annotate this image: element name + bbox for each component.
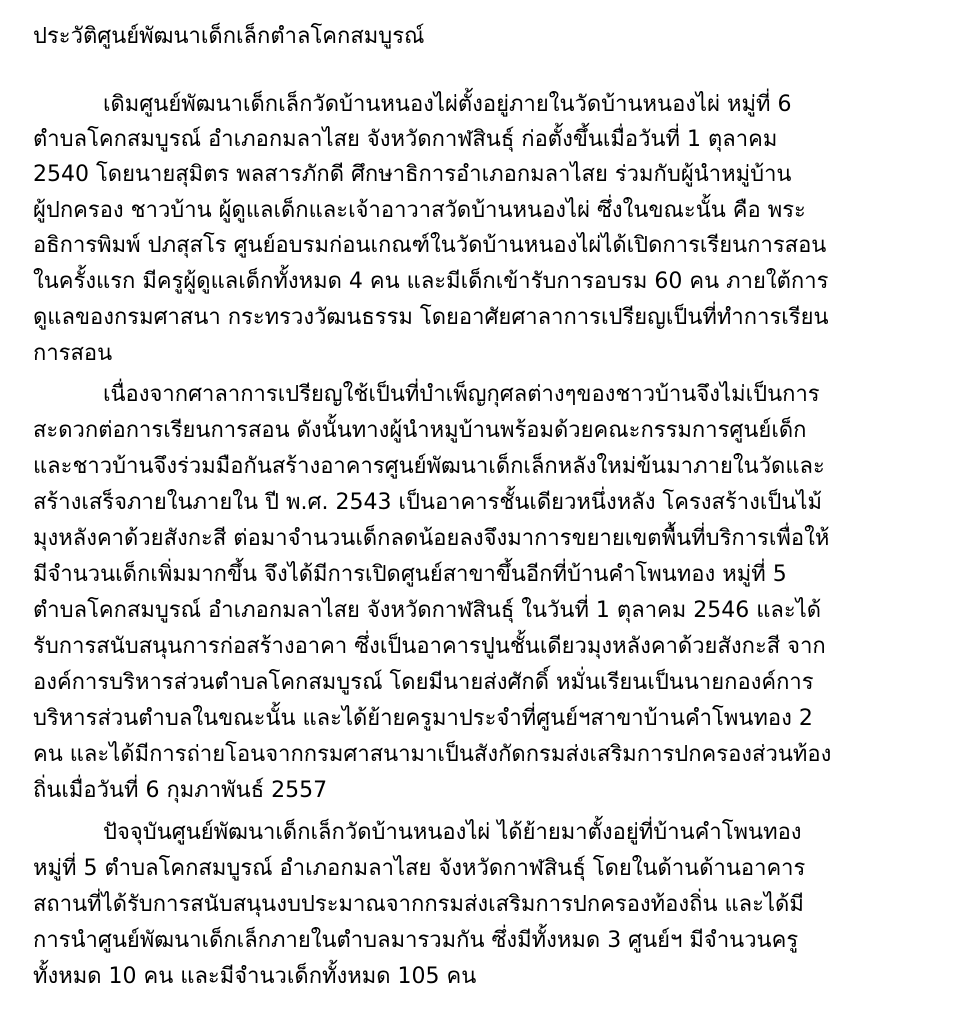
- text-line-6: ในครั้งแรก มีครูผู้ดูแลเด็กทั้งหมด 4 คน และมีเด็กเข้ารับการอบรม 60 คน ภายใต้การ: [33, 269, 829, 294]
- text-line-11: และชาวบ้านจึงร่วมมือกันสร้างอาคารศูนย์พัฒนาเด็กเล็กหลังใหม่ข้นมาภายในวัดและ: [33, 454, 825, 479]
- text-line-4: ผู้ปกครอง ชาวบ้าน ผู้ดูแลเด็กและเจ้าอาวาสวัดบ้านหนองไผ่ ซึ่งในขณะนั้น คือ พระ: [33, 198, 806, 223]
- text-line-19: คน และได้มีการถ่ายโอนจากกรมศาสนามาเป็นสังกัดกรมส่งเสริมการปกครองส่วนท้อง: [33, 742, 832, 767]
- text-line-8: การสอน: [33, 341, 113, 366]
- text-line-1: เดิมศูนย์พัฒนาเด็กเล็กวัดบ้านหนองไผ่ตั้งอยู่ภายในวัดบ้านหนองไผ่ หมู่ที่ 6: [103, 92, 792, 117]
- text-line-14: มีจำนวนเด็กเพิ่มมากขึ้น จึงได้มีการเปิดศูนย์สาขาขึ้นอีกที่บ้านคำโพนทอง หมู่ที่ 5: [33, 562, 787, 587]
- text-line-20: ถิ่นเมื่อวันที่ 6 กุมภาพันธ์ 2557: [33, 778, 328, 803]
- text-line-2: ตำบลโคกสมบูรณ์ อำเภอกมลาไสย จังหวัดกาฬสินธุ์ ก่อตั้งขึ้นเมื่อวันที่ 1 ตุลาคม: [33, 127, 778, 152]
- text-line-5: อธิการพิมพ์ ปภสุสโร ศูนย์อบรมก่อนเกณฑ์ในวัดบ้านหนองไผ่ได้เปิดการเรียนการสอน: [33, 233, 827, 258]
- text-line-13: มุงหลังคาด้วยสังกะสี ต่อมาจำนวนเด็กลดน้อยลงจึงมาการขยายเขตพื้นที่บริการเพื่อให้: [33, 526, 830, 551]
- text-line-15: ตำบลโคกสมบูรณ์ อำเภอกมลาไสย จังหวัดกาฬสินธุ์ ในวันที่ 1 ตุลาคม 2546 และได้: [33, 598, 822, 623]
- text-line-21: ปัจจุบันศูนย์พัฒนาเด็กเล็กวัดบ้านหนองไผ่ ได้ย้ายมาตั้งอยู่ที่บ้านคำโพนทอง: [103, 820, 802, 845]
- text-line-10: สะดวกต่อการเรียนการสอน ดังนั้นทางผู้นำหมูบ้านพร้อมด้วยคณะกรรมการศูนย์เด็ก: [33, 418, 807, 443]
- text-line-25: ทั้งหมด 10 คน และมีจำนวเด็กทั้งหมด 105 คน: [33, 964, 477, 989]
- text-line-16: รับการสนับสนุนการก่อสร้างอาคา ซึ่งเป็นอาคารปูนชั้นเดียวมุงหลังคาด้วยสังกะสี จาก: [33, 634, 826, 659]
- document-title: ประวัติศูนย์พัฒนาเด็กเล็กตำลโคกสมบูรณ์: [33, 24, 425, 49]
- text-line-18: บริหารส่วนตำบลในขณะนั้น และได้ย้ายครูมาประจำที่ศูนย์ฯสาขาบ้านคำโพนทอง 2: [33, 706, 813, 731]
- text-line-23: สถานที่ได้รับการสนับสนุนงบประมาณจากกรมส่งเสริมการปกครองท้องถิ่น และได้มี: [33, 892, 804, 917]
- text-line-3: 2540 โดยนายสุมิตร พลสารภักดี ศึกษาธิการอำเภอกมลาไสย ร่วมกับผู้นำหมู่บ้าน: [33, 162, 792, 187]
- text-line-22: หมู่ที่ 5 ตำบลโคกสมบูรณ์ อำเภอกมลาไสย จังหวัดกาฬสินธุ์ โดยในด้านด้านอาคาร: [33, 856, 806, 881]
- text-line-12: สร้างเสร็จภายในภายใน ปี พ.ศ. 2543 เป็นอาคารชั้นเดียวหนึ่งหลัง โครงสร้างเป็นไม้: [33, 490, 822, 515]
- text-line-7: ดูแลของกรมศาสนา กระทรวงวัฒนธรรม โดยอาศัยศาลาการเปรียญเป็นที่ทำการเรียน: [33, 305, 829, 330]
- text-line-24: การนำศูนย์พัฒนาเด็กเล็กภายในตำบลมารวมกัน ซึ่งมีทั้งหมด 3 ศูนย์ฯ มีจำนวนครู: [33, 928, 799, 953]
- text-line-9: เนื่องจากศาลาการเปรียญใช้เป็นที่บำเพ็ญกุศลต่างๆของชาวบ้านจึงไม่เป็นการ: [103, 382, 820, 407]
- text-line-17: องค์การบริหารส่วนตำบลโคกสมบูรณ์ โดยมีนายส่งศักดิ์ หมั่นเรียนเป็นนายกองค์การ: [33, 670, 814, 695]
